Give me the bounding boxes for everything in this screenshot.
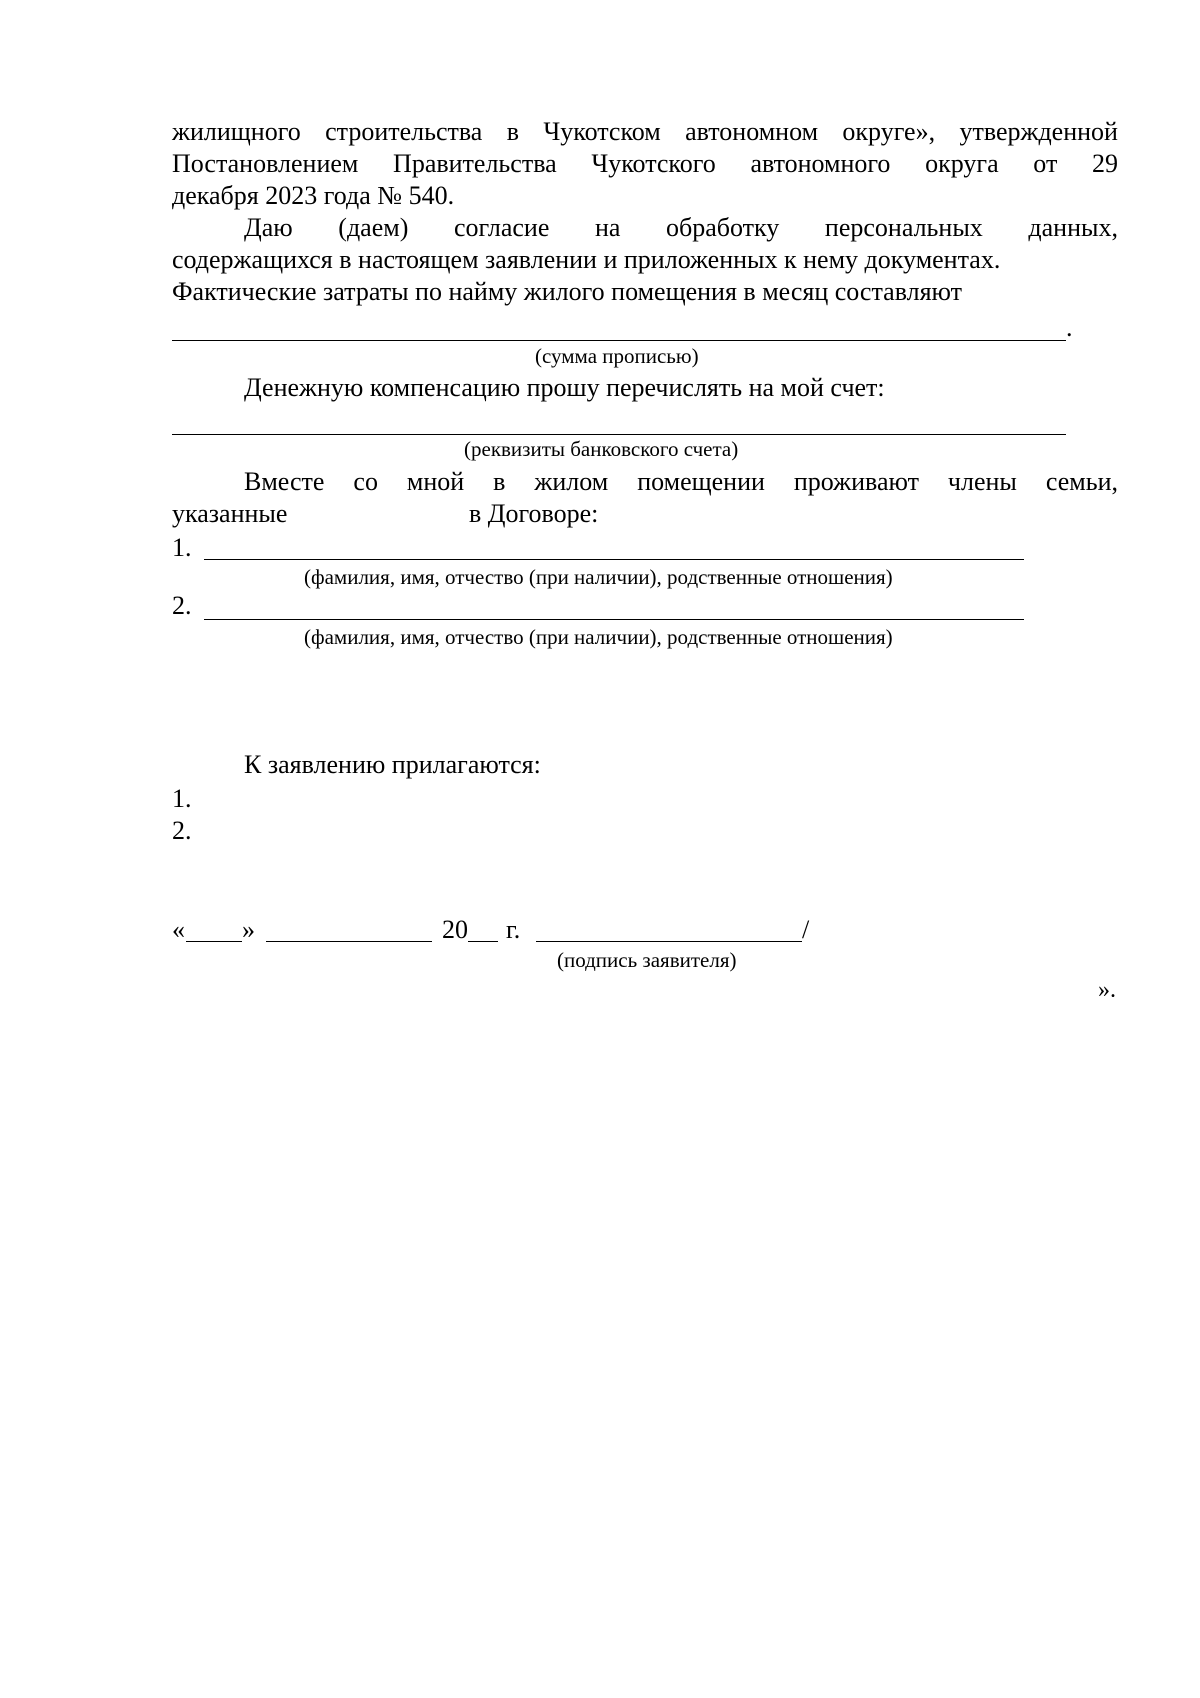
member-2-number: 2. xyxy=(172,591,192,620)
p2-line2: содержащихся в настоящем заявлении и приложенных к нему документах. xyxy=(172,245,1001,274)
year-blank xyxy=(468,941,498,942)
p3-line1: Фактические затраты по найму жилого помещения в месяц составляют xyxy=(172,277,963,306)
p4-line1: Денежную компенсацию прошу перечислять на мой счет: xyxy=(244,373,885,402)
caption-signature: (подпись заявителя) xyxy=(557,948,737,972)
year-suffix: г. xyxy=(506,915,521,944)
p1-line2: Постановлением Правительства Чукотского автономного округа от 29 xyxy=(172,149,1118,178)
p1-line3: декабря 2023 года № 540. xyxy=(172,181,455,210)
member-1-line xyxy=(204,559,1024,560)
closing-quote: ». xyxy=(1098,977,1116,1003)
member-1-number: 1. xyxy=(172,533,192,562)
sum-period: . xyxy=(1066,313,1073,342)
attachments-title: К заявлению прилагаются: xyxy=(244,750,541,779)
date-open-quote: « xyxy=(172,915,185,944)
date-close-quote: » xyxy=(242,915,255,944)
p2-line1: Даю (даем) согласие на обработку персональных данных, xyxy=(244,213,1118,242)
p5-line1: Вместе со мной в жилом помещении проживают члены семьи, xyxy=(244,467,1118,496)
caption-bank: (реквизиты банковского счета) xyxy=(464,437,739,461)
p5-line2-a: указанные xyxy=(172,499,288,528)
p1-line1: жилищного строительства в Чукотском автономном округе», утвержденной xyxy=(172,117,1118,146)
attachment-1: 1. xyxy=(172,784,192,813)
sum-line xyxy=(172,340,1066,341)
caption-member-1: (фамилия, имя, отчество (при наличии), родственные отношения) xyxy=(304,565,893,589)
member-2-line xyxy=(204,619,1024,620)
caption-sum: (сумма прописью) xyxy=(535,344,699,368)
signature-blank xyxy=(536,941,802,942)
attachment-2: 2. xyxy=(172,816,192,845)
caption-member-2: (фамилия, имя, отчество (при наличии), родственные отношения) xyxy=(304,625,893,649)
year-prefix: 20 xyxy=(442,915,468,944)
day-blank xyxy=(186,941,242,942)
bank-line xyxy=(172,434,1066,435)
month-blank xyxy=(266,941,432,942)
signature-slash: / xyxy=(802,915,810,944)
p5-line2-b: в Договоре: xyxy=(469,499,599,528)
